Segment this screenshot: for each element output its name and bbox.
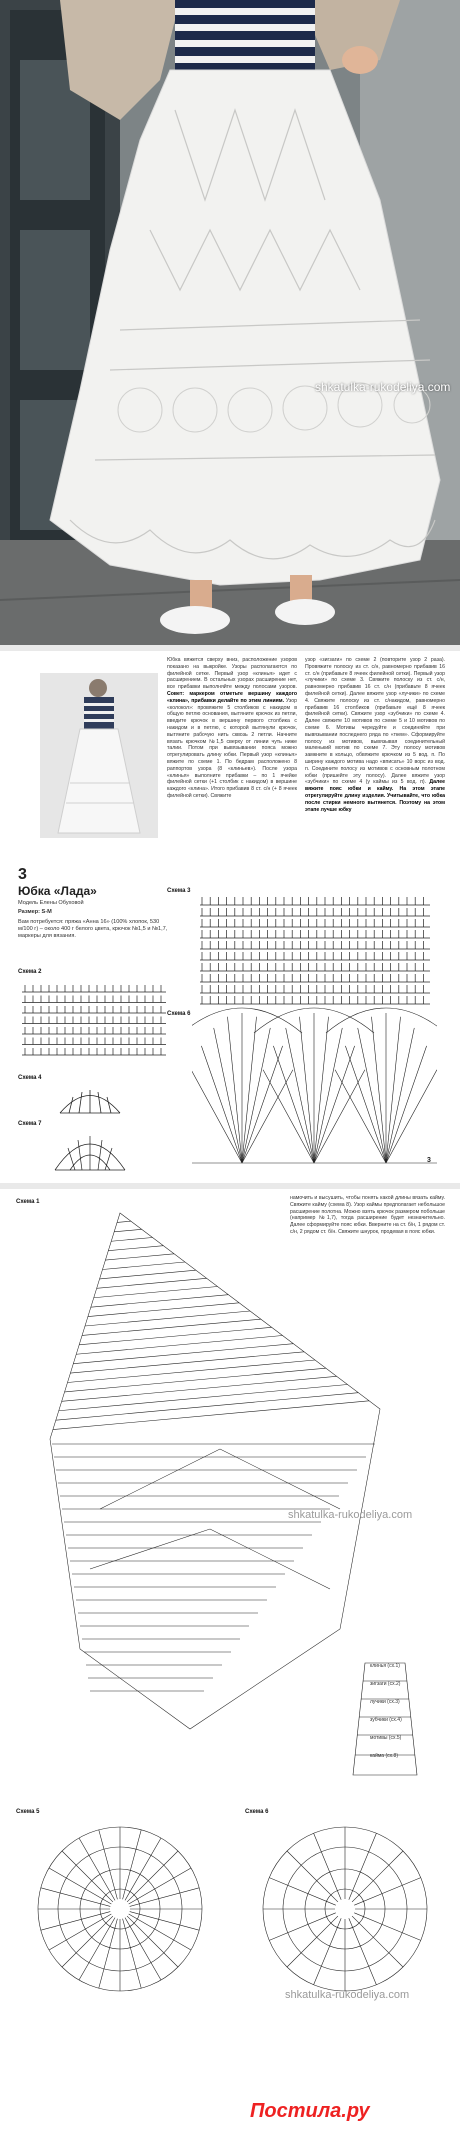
- legend-item: лучики (сх.3): [370, 1699, 400, 1705]
- fan-stroke: [227, 1017, 242, 1163]
- wedge-row: [117, 1221, 131, 1222]
- legend-item: клинья (сх.1): [370, 1663, 400, 1669]
- fan-stroke: [299, 1017, 314, 1163]
- legend-item: мотивы (сх.5): [370, 1735, 402, 1741]
- scheme-4-chart: [55, 1083, 125, 1119]
- scheme-2-chart: [20, 979, 168, 1059]
- scheme-4-label: Схема 4: [18, 1075, 42, 1081]
- motif-spoke: [314, 1833, 342, 1900]
- text-column-1: [167, 657, 297, 877]
- wedge-row: [91, 1295, 229, 1308]
- pattern-author: Модель Елены Обуховой: [18, 900, 84, 906]
- wedge-row: [76, 1336, 282, 1355]
- motif-spoke: [269, 1878, 336, 1906]
- scheme-6-label: Схема 6: [167, 1011, 191, 1017]
- text-column-2: [305, 657, 445, 877]
- wedge-row: [70, 1352, 304, 1373]
- wedge-row: [111, 1238, 152, 1242]
- motif-spoke: [287, 1916, 338, 1967]
- col2-p2: Далее свяжите 10 мотивов по схеме 5 и 10 мотивов по схеме 6. Мотивы чередуйте и соединяйте при вывязывании последнего ряда по «ткем». Сформируйте полосу из мотивов, вывязывая соединительный маленький мотив по схеме 7. Эту полосу мотивов замкните в кольцо, обвяжите крючком из 5 вод. п. По ширину каждого мотива надо «вписать» 10 ворс из вод. п. Соедините полосу из мотивов с основным полотном юбки (пришейте эту полосу). Далее вяжите узор «зубчики» по схеме 4 (у каймы из 5 вод. п).: [305, 718, 445, 786]
- fan-stroke: [358, 1028, 386, 1163]
- scheme-6-motif: [255, 1819, 435, 1999]
- legend-item: кайма (сх.8): [370, 1753, 398, 1759]
- model-thumbnail: [40, 673, 158, 838]
- wedge-row: [82, 1319, 261, 1335]
- fan-stroke: [214, 1028, 242, 1163]
- wedge-row: [100, 1270, 196, 1279]
- scheme-3-chart: [198, 891, 433, 1006]
- fan-stroke: [314, 1017, 329, 1163]
- scheme-2-label: Схема 2: [18, 969, 42, 975]
- fan-arc: [192, 1008, 302, 1033]
- col1-p4: Начните вязать крючком №1,5 сверху от линии чуть ниже талии. Потом при вывязывании пояса можно отрегулировать длину юбки. Первый узор «клинья» вяжите по схеме 1. По бедрам расположено 8 раппортов узора (8 «клиньев»). После узора «клинья» выполните прибавки – по 1 ячейке филейной сетки (+1 столбик с накидом) в вершине каждого «клина». Итого прибавив 8 ст. с/н (+ 8 ячеек филейной сетки). Свяжите: [167, 731, 297, 799]
- wedge-row: [73, 1344, 293, 1364]
- wedge-row: [94, 1287, 218, 1298]
- wedge-row: [105, 1254, 174, 1260]
- skirt-photo: [0, 0, 460, 645]
- wedge-row: [79, 1327, 272, 1345]
- pattern-materials: Вам потребуется: пряжа «Анна 16» (100% хлопок, 530 м/100 г) – около 400 г белого цвета, крючок №1,5 и №1,7, маркеры для вязания.: [18, 919, 168, 940]
- scheme-5-label: Схема 5: [16, 1809, 40, 1815]
- legend-item: зигзаги (сх.2): [370, 1681, 401, 1687]
- wedge-row: [85, 1311, 250, 1326]
- page2-text-p1: намочить и высушить, чтобы понять какой длины вязать кайму. Свяжите кайму (схема 8). Узор каймы предполагает небольшое расширение полотна. Можно взять крючок размером побольше (например №1,7), тогда расширение будет незначительно.: [290, 1195, 445, 1222]
- wedge-row: [103, 1262, 186, 1270]
- motif-spoke: [127, 1916, 178, 1967]
- pattern-page-2: [0, 1189, 460, 2089]
- wedge-row: [62, 1376, 337, 1401]
- fan-stroke: [386, 1028, 414, 1163]
- scheme-3-label: Схема 3: [167, 888, 191, 894]
- col1-p1: Юбка вяжется сверху вниз, расположение узоров показано на выкройке. Узоры располагаются по филейной сетке. Первый узор «клинья» идет с расширением. В остальных узорах расширение нет, все прибавки выполняйте между полосами узоров.: [167, 657, 297, 691]
- col2-p1: узор «зигзаги» по схеме 2 (повторите узор 2 раза). Провяжите полоску из ст. с/н, равномерно прибавив 16 ст. с/н (прибавьте 8 ячеек филейной сетки). Первый узор «лучики» по схеме 3. Свяжите полоску из ст. с/н, равномерно прибавив 16 ст. с/н (прибавьте 8 ячеек филейной сетки). Далее вяжите узор «лучики» по схеме 4. Свяжите полоску из ст. с/накидом, равномерно прибавив 16 столбиков (прибавьте ещё 8 ячеек филейной сетки). Свяжите узор «зубчики» по схеме 4.: [305, 657, 445, 718]
- motif-spoke: [349, 1833, 377, 1900]
- photo-watermark: shkatulka-rukodeliya.com: [315, 380, 451, 394]
- wedge-row: [108, 1246, 163, 1251]
- wedge-row: [56, 1393, 359, 1421]
- scheme-1-label: Схема 1: [16, 1199, 40, 1205]
- fan-stroke: [386, 1017, 401, 1163]
- scheme-7-chart: [50, 1126, 130, 1174]
- fan-stroke: [192, 1070, 242, 1163]
- page-number: 3: [427, 1157, 431, 1164]
- col1-p2: Совет: маркером отметьте вершину каждого «клина», прибавки делайте по этим линиям.: [167, 690, 297, 704]
- page2-text-p2: Далее сформируйте пояс юбки. Вверните на ст. б/н, 1 рядом ст. с/н, 2 рядом ст. б/н. Свяжите шнурок, продевая в пояс юбки.: [290, 1222, 445, 1235]
- motif-spoke: [269, 1913, 336, 1941]
- fan-stroke: [371, 1017, 386, 1163]
- page2-watermark-2: shkatulka-rukodeliya.com: [285, 1989, 410, 2001]
- wedge-row: [65, 1368, 326, 1392]
- fan-stroke: [314, 1028, 342, 1163]
- photo-illustration: [0, 0, 460, 645]
- pattern-title: Юбка «Лада»: [18, 884, 97, 898]
- fan-stroke: [242, 1028, 270, 1163]
- motif-spoke: [352, 1851, 403, 1902]
- zigzag: [90, 1529, 330, 1589]
- scheme-6-chart: [192, 1003, 437, 1173]
- wedge-row: [97, 1278, 207, 1288]
- fan-stroke: [286, 1028, 314, 1163]
- motif-spoke: [62, 1851, 113, 1902]
- page2-text: [290, 1195, 445, 1295]
- wedge-row: [53, 1401, 369, 1430]
- page2-watermark-1: shkatulka-rukodeliya.com: [288, 1509, 413, 1521]
- motif-spoke: [127, 1851, 178, 1902]
- scheme-7-label: Схема 7: [18, 1121, 42, 1127]
- wedge-row: [114, 1229, 141, 1232]
- zigzag: [100, 1449, 340, 1509]
- legend-item: зубчики (сх.4): [370, 1717, 402, 1723]
- pattern-size: Размер: S-M: [18, 909, 52, 915]
- brand-logo: Постила.ру: [250, 2100, 370, 2122]
- pattern-number: 3: [18, 866, 27, 883]
- motif-spoke: [349, 1918, 377, 1985]
- scheme-6b-label: Схема 6: [245, 1809, 269, 1815]
- motif-spoke: [62, 1916, 113, 1967]
- scheme-5-motif: [30, 1819, 210, 1999]
- pattern-page-1: [0, 651, 460, 1181]
- motif-spoke: [354, 1878, 421, 1906]
- fan-stroke: [242, 1017, 257, 1163]
- wedge-row: [88, 1303, 239, 1317]
- motif-spoke: [352, 1916, 403, 1967]
- col1-p3: Узор «колокол»: провяжите 5 столбиков с накидом в общую петлю основания, вытяните крючок из петли, введите крючок в вершину первого столбика с накидом и в петлю, с которой вытянули крючок, вытяните рабочую нить сквозь 2 петли.: [167, 697, 297, 738]
- fan-arc: [326, 1008, 437, 1033]
- wedge-row: [68, 1360, 316, 1383]
- motif-spoke: [287, 1851, 338, 1902]
- motif-spoke: [314, 1918, 342, 1985]
- col2-p3: Далее вяжите пояс юбки и кайму. На этом этапе отрегулируйте длину изделия. Учитывайте, что юбка после стирки немного вытянется. Поэтому на этом этапе лучше юбку: [305, 779, 445, 813]
- motif-spoke: [354, 1913, 421, 1941]
